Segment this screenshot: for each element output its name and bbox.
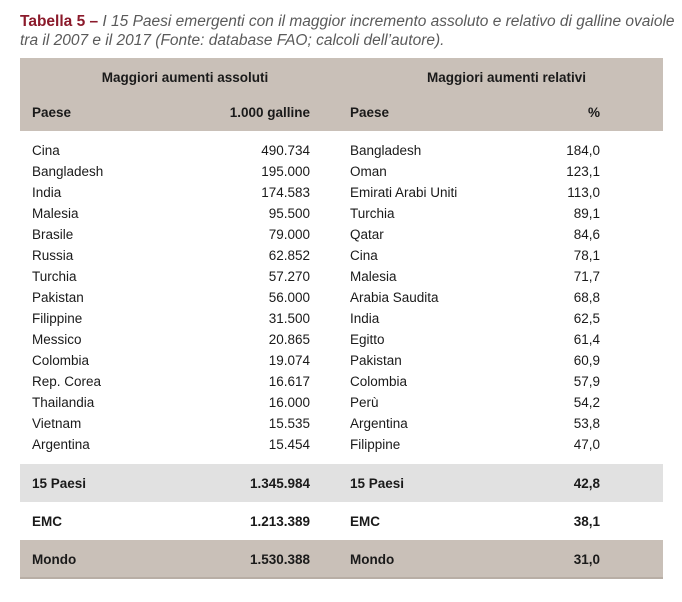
value-relative: 113,0 [567,185,600,200]
value-absolute: 16.617 [268,374,310,389]
table-row [20,394,663,415]
column-header-value-2: % [587,105,600,120]
group-header-relative: Maggiori aumenti relativi [426,70,587,85]
value-absolute: 79.000 [268,227,310,242]
country-relative: India [350,311,380,326]
total-label-absolute: Mondo [32,552,77,567]
table-header [20,58,663,131]
table-row [20,205,663,226]
column-header-value-1: 1.000 galline [229,105,310,120]
total-value-relative: 38,1 [573,514,600,529]
total-value-relative: 42,8 [573,476,600,491]
country-relative: Argentina [350,416,408,431]
value-relative: 54,2 [573,395,600,410]
value-relative: 61,4 [573,332,600,347]
country-absolute: Pakistan [32,290,84,305]
total-label-absolute: 15 Paesi [32,476,87,491]
table-caption [20,12,675,50]
country-relative: Malesia [350,269,397,284]
country-relative: Colombia [350,374,408,389]
data-table [20,58,663,578]
country-relative: Oman [350,164,387,179]
total-value-absolute: 1.213.389 [249,514,310,529]
table-row [20,373,663,394]
country-relative: Arabia Saudita [350,290,439,305]
country-relative: Qatar [350,227,384,242]
table-row [20,331,663,352]
value-absolute: 15.535 [268,416,310,431]
country-relative: Cina [350,248,378,263]
country-relative: Emirati Arabi Uniti [350,185,458,200]
value-absolute: 31.500 [268,311,310,326]
total-label-relative: 15 Paesi [350,476,405,491]
country-absolute: Vietnam [32,416,82,431]
value-absolute: 62.852 [268,248,310,263]
value-relative: 123,1 [566,164,600,179]
country-absolute: Malesia [32,206,79,221]
country-absolute: India [32,185,62,200]
value-absolute: 195.000 [261,164,310,179]
value-relative: 184,0 [566,143,600,158]
caption-lead: Tabella 5 – [20,13,99,30]
table-row [20,289,663,310]
table-row [20,247,663,268]
value-relative: 53,8 [573,416,600,431]
country-relative: Pakistan [350,353,402,368]
country-absolute: Thailandia [32,395,95,410]
country-relative: Perù [350,395,379,410]
value-relative: 68,8 [573,290,600,305]
country-absolute: Brasile [32,227,74,242]
value-absolute: 16.000 [268,395,310,410]
value-relative: 62,5 [573,311,600,326]
country-absolute: Filippine [32,311,83,326]
country-relative: Turchia [350,206,395,221]
value-relative: 57,9 [573,374,600,389]
value-relative: 84,6 [573,227,600,242]
country-relative: Bangladesh [350,143,422,158]
value-absolute: 15.454 [268,437,310,452]
total-value-absolute: 1.345.984 [249,476,310,491]
value-absolute: 20.865 [268,332,310,347]
table-row [20,436,663,457]
value-relative: 71,7 [573,269,600,284]
value-absolute: 19.074 [268,353,310,368]
country-absolute: Argentina [32,437,90,452]
country-absolute: Russia [32,248,74,263]
table-row [20,352,663,373]
table-bottom-rule [20,577,663,579]
table-row [20,268,663,289]
value-relative: 78,1 [573,248,600,263]
column-header-country-1: Paese [32,105,72,120]
value-absolute: 174.583 [261,185,310,200]
table-row [20,142,663,163]
country-absolute: Cina [32,143,60,158]
value-absolute: 57.270 [268,269,310,284]
value-relative: 60,9 [573,353,600,368]
table-row [20,184,663,205]
table-row [20,226,663,247]
total-row-emc [20,502,663,540]
total-label-absolute: EMC [32,514,62,529]
table-row [20,415,663,436]
group-header-absolute: Maggiori aumenti assoluti [101,70,269,85]
total-row-mondo [20,540,663,578]
value-absolute: 56.000 [268,290,310,305]
table-row [20,163,663,184]
value-absolute: 95.500 [268,206,310,221]
country-absolute: Colombia [32,353,90,368]
value-absolute: 490.734 [261,143,310,158]
total-row-15-paesi [20,464,663,502]
country-absolute: Messico [32,332,82,347]
value-relative: 47,0 [573,437,600,452]
country-relative: Egitto [350,332,385,347]
country-absolute: Turchia [32,269,77,284]
total-label-relative: Mondo [350,552,395,567]
total-label-relative: EMC [350,514,380,529]
table-row [20,310,663,331]
country-absolute: Bangladesh [32,164,104,179]
total-value-absolute: 1.530.388 [249,552,310,567]
caption-text: I 15 Paesi emergenti con il maggior incremento assoluto e relativo di galline ovaiole tra il 2007 e il 2017 (Fonte: database FAO; calcoli dell’autore). [20,13,675,49]
total-value-relative: 31,0 [573,552,600,567]
value-relative: 89,1 [573,206,600,221]
country-relative: Filippine [350,437,401,452]
column-header-country-2: Paese [350,105,390,120]
country-absolute: Rep. Corea [32,374,102,389]
